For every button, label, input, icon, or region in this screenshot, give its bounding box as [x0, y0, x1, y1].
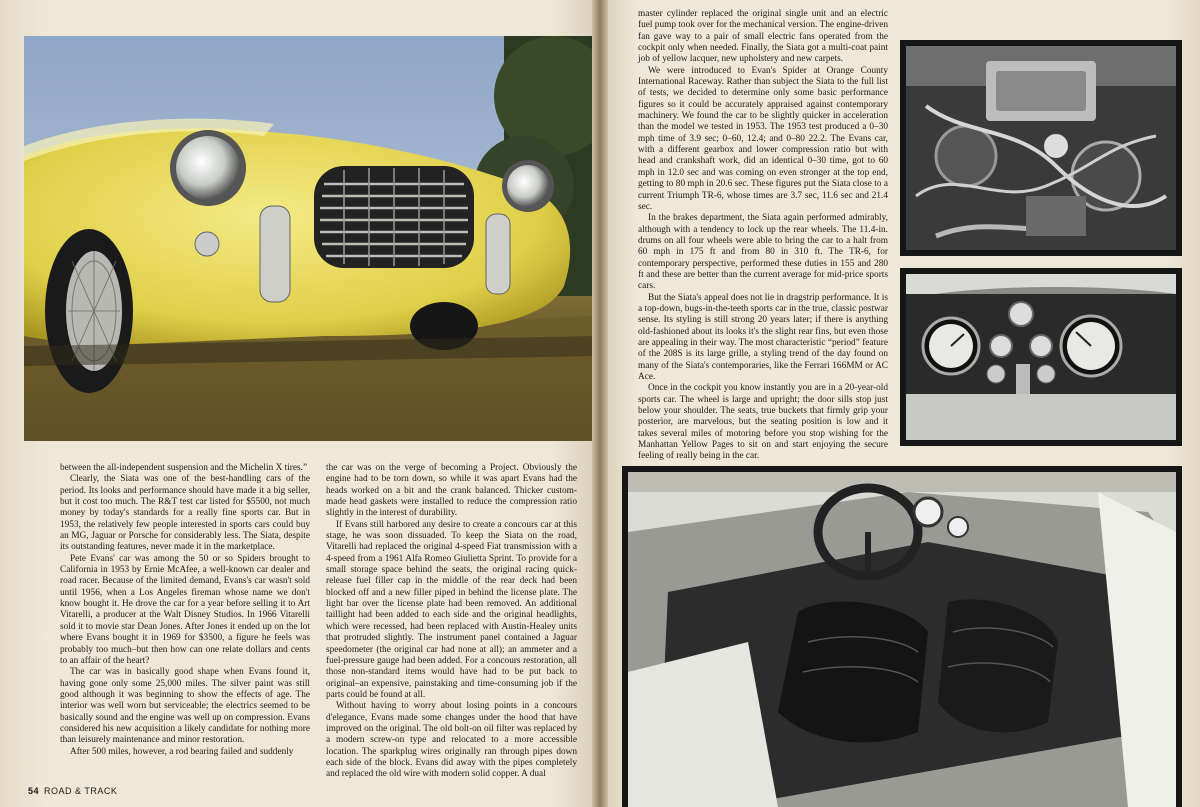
paragraph: master cylinder replaced the original single unit and an electric fuel pump took over for the mechanical version. The engine-driven fan gave way to a pair of small electric fans operated from the cockpit only when needed. Finally, the Siata got a multi-coat paint job of yellow lacquer, new upholstery and new carpets. [638, 9, 888, 65]
yellow-siata-front-photo [24, 36, 598, 441]
left-column-1 [60, 463, 310, 758]
paragraph: Pete Evans' car was among the 50 or so Spiders brought to California in 1953 by Ernie McAfee, a well-known car dealer and road racer. Because of the limited demand, Evans's car wasn't sold until 1956, when a Los Angeles fireman whose name we don't know bought it. He drove the car for a year before selling it to Art Vitarelli, a producer at the Walt Disney Studios. In 1966 Vitarelli sold it to movie star Dean Jones. After Jones it ended up on the lot where Evans bought it in 1969 for $3500, a figure he feels was probably too much–but then how can one relate dollars and cents to an affair of the heart? [60, 553, 310, 666]
left-column-2 [326, 463, 577, 781]
paragraph: Once in the cockpit you know instantly you are in a 20-year-old sports car. The wheel is large and upright; the door sills stop just below your shoulder. The seats, true buckets that firmly grip your posterior, are marvelous, but the seating position is low and it takes several miles of motoring before you stop wishing for the Manhattan Yellow Pages to sit on and start enjoying the secure feeling of really being in the car. [638, 383, 888, 462]
paragraph: the car was on the verge of becoming a Project. Obviously the engine had to be torn down, so while it was apart Evans had the heads worked on a bit and the crank balanced. Thicker custom-made head gaskets were installed to reduce the compression ratio slightly in the interest of durability. [326, 463, 577, 519]
paragraph: Clearly, the Siata was one of the best-handling cars of the period. Its looks and performance should have made it a big seller, but it cost too much. The R&T test car listed for $5500, not much money by today's standards for a really fine sports car. But in 1953, the relatively few people interested in sports cars could buy an MG, Jaguar or Porsche for considerably less. The Siata, despite its outstanding features, never made it in the marketplace. [60, 474, 310, 553]
binding-gutter [592, 0, 608, 807]
engine-bay-photo [906, 46, 1176, 250]
dashboard-gauges-photo [906, 274, 1176, 440]
cockpit-interior-photo [628, 472, 1176, 807]
paragraph: After 500 miles, however, a rod bearing failed and suddenly [70, 746, 294, 757]
right-page [602, 0, 1200, 807]
paragraph: Without having to worry about losing points in a concours d'elegance, Evans made some changes under the hood that have improved on the original. The old bolt-on oil filter was replaced by a modern screw-on type and relocated to a more accessible location. The sparkplug wires originally ran through pipes down each side of the block. Evans did away with the pipes completely and replaced the old wire with modern solid copper. A dual [326, 701, 577, 780]
paragraph: The car was in basically good shape when Evans found it, having gone only some 25,000 miles. The silver paint was still good although it was beginning to show the effects of age. The interior was well worn but serviceable; the electrics seemed to be basically sound and the engine was well up on compression. Evans considered his new acquisition a likely candidate for nothing more than leisurely maintenance and minor restoration. [60, 667, 310, 746]
right-column-1 [638, 9, 888, 475]
cockpit-photo [622, 466, 1182, 807]
paragraph: If Evans still harbored any desire to create a concours car at this stage, he was soon dissuaded. To keep the Siata on the road, Vitarelli had replaced the original 4-speed Fiat transmission with a 4-speed from a 1961 Alfa Romeo Giulietta Sprint. To provide for a small storage space behind the seats, the original racing quick-release fuel filler cap in the middle of the rear deck had been blocked off and a new filler piped in behind the license plate. The light bar over the license plate had been removed. An additional taillight had been added to each side and the original headlights, which were recessed, had been replaced with Austin-Healey units that protruded slightly. The instrument panel contained a Jaguar speedometer (the original car had none at all); an ammeter and a fuel-pressure gauge had been added. For a concours restoration, all those non-standard items would have had to be put back to original–an expensive, painstaking and time-consuming job if the parts could be found at all. [326, 519, 577, 700]
page-footer [28, 786, 117, 796]
car-photo [24, 36, 598, 441]
paragraph: In the brakes department, the Siata again performed admirably, although with a tendency to lock up the rear wheels. The 11.4-in. drums on all four wheels were able to bring the car to a halt from 60 mph in 175 ft and from 80 in 310 ft. The TR-6, for contemporary perspective, performed these duties in 155 and 280 ft and these are better than the current average for mid-price sports cars. [638, 213, 888, 292]
left-page [0, 0, 598, 807]
dashboard-photo [900, 268, 1182, 446]
paragraph: between the all-independent suspension and the Michelin X tires.” [60, 463, 308, 473]
paragraph: But the Siata's appeal does not lie in dragstrip performance. It is a top-down, bugs-in-the-teeth sports car in the true, classic postwar sense. Its styling is still strong 20 years later; if there is anything old-fashioned about its looks it's the slight rear fins, but even those are appealing in their way. The most characteristic “period” feature of the 208S is its large grille, a styling trend of the day found on many of the Siata's contemporaries, like the Ferrari 166MM or AC Ace. [638, 292, 888, 382]
paragraph: We were introduced to Evan's Spider at Orange County International Raceway. Rather than subject the Siata to the full list of tests, we decided to determine only some basic performance figures so it could be accurately appraised against contemporary machinery. We found the car to be slightly quicker in acceleration than the model we tested in 1953. The 1953 test produced a 0–30 mph time of 3.9 sec; 0–60, 12.4; and 0–80 22.2. The Evans car, with a different gearbox and lower compression ratio but with head and crankshaft work, did an identical 0–30 time, got to 60 mph in 12.0 sec and was coming on even stronger at the top end, getting to 80 mph in 20.6 sec. These figures put the Siata close to a current Triumph TR-6, whose times are 3.7 sec, 11.6 sec and 21.4 sec. [638, 65, 888, 212]
page-number: 54 [28, 786, 40, 796]
engine-photo [900, 40, 1182, 256]
publication-name: ROAD & TRACK [44, 786, 118, 796]
